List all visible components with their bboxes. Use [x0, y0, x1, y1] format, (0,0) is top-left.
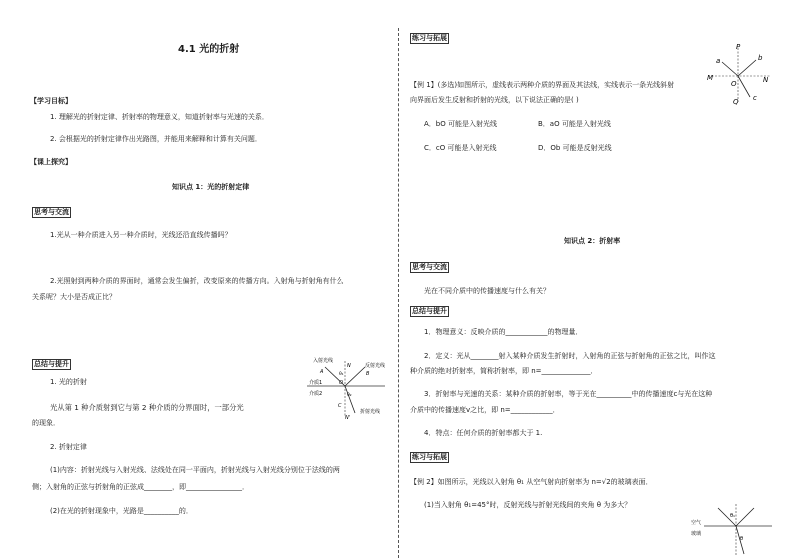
s1-text-line1: 光从第 1 种介质射到它与第 2 种介质的分界面时，一部分光	[50, 403, 244, 412]
rate-item-2-line2: 种介质的绝对折射率，简称折射率，即 n=______________．	[410, 367, 598, 375]
diagram-reflected-label: 反射光线	[365, 363, 386, 369]
example2-figure	[690, 500, 774, 558]
question-3: 光在不同介质中的传播速度与什么有关？	[424, 287, 550, 295]
goal-2: 2. 会根据光的折射定律作出光路图，并能用来解释和计算有关问题．	[50, 135, 262, 143]
fig2-theta: θ	[740, 536, 744, 542]
fig1-m: M	[707, 74, 714, 82]
fig2-theta1: θ₁	[730, 513, 736, 519]
option-b: B．aO 可能是入射光线	[538, 120, 611, 128]
fig1-a: a	[716, 57, 721, 65]
fig2-glass-label: 玻璃	[691, 531, 702, 537]
rate-item-3-line2: 介质中的传播速度v之比，即 n=____________．	[410, 406, 560, 414]
example2-question1: (1)当入射角 θ₁=45°时，反射光线与折射光线间的夹角 θ 为多大？	[424, 501, 632, 509]
example1-line1: 【例 1】(多选)如图所示，虚线表示两种介质的界面及其法线，实线表示一条光线斜射	[410, 81, 675, 89]
diagram-theta2: θ₂	[347, 393, 352, 398]
example1-figure	[706, 42, 774, 106]
question-2-line2: 关系呢？大小是否成正比？	[32, 293, 116, 301]
fig1-q: Q	[733, 98, 739, 106]
s2-line1: (1)内容：折射光线与入射光线、法线处在同一平面内，折射光线与入射光线分别位于法线的两	[50, 466, 340, 474]
summary1-label: 总结与提升	[34, 360, 69, 368]
fig1-n: N	[763, 76, 769, 84]
diagram-point-n-prime: N'	[345, 415, 351, 421]
rate-item-1: 1．物理意义：反映介质的____________的物理量．	[424, 328, 583, 336]
s2-heading: 2. 折射定律	[50, 443, 87, 451]
think2-label: 思考与交流	[412, 263, 447, 271]
question-2-line1: 2.光照射到两种介质的界面时，通常会发生偏折，改变原来的传播方向。入射角与折射角有什么	[50, 277, 344, 285]
goal-1: 1. 理解光的折射定律、折射率的物理意义，知道折射率与光速的关系．	[50, 113, 269, 121]
practice2-label: 练习与拓展	[412, 453, 447, 461]
diagram-point-b: B	[366, 371, 370, 377]
fig1-o: O	[731, 80, 737, 88]
kp2-title: 知识点 2：折射率	[564, 237, 621, 245]
diagram-incident-label: 入射光线	[313, 358, 334, 364]
diagram-refracted-label: 折射光线	[360, 409, 381, 415]
column-divider	[398, 28, 399, 558]
rate-item-4: 4．特点：任何介质的折射率都大于 1.	[424, 429, 543, 437]
practice1-label: 练习与拓展	[412, 34, 447, 42]
fig1-c: c	[753, 94, 757, 102]
s1-text-line2: 的现象．	[32, 419, 60, 427]
s2-line2: 侧；入射角的正弦与折射角的正弦成________，即________________．	[32, 483, 249, 491]
s2-line3: (2)在光的折射现象中，光路是__________的．	[50, 507, 193, 515]
refraction-diagram	[305, 355, 390, 421]
rate-item-2-line1: 2．定义：光从________射入某种介质发生折射时，入射角的正弦与折射角的正弦之比，叫作这	[424, 352, 716, 360]
diagram-point-o: O	[339, 380, 343, 386]
diagram-medium2-label: 介质2	[309, 391, 323, 397]
rate-item-3-line1: 3．折射率与光速的关系：某种介质的折射率，等于光在__________中的传播速度c与光在这种	[424, 390, 713, 398]
explore-heading: 【课上探究】	[30, 158, 72, 166]
option-d: D．Ob 可能是反射光线	[538, 144, 612, 152]
fig1-p: P	[736, 43, 741, 51]
diagram-medium1-label: 介质1	[309, 380, 323, 386]
think1-label: 思考与交流	[34, 208, 69, 216]
diagram-point-n: N	[347, 363, 351, 369]
question-1: 1.光从一种介质进入另一种介质时，光线还沿直线传播吗？	[50, 231, 232, 239]
goals-heading: 【学习目标】	[30, 97, 72, 105]
option-c: C．cO 可能是入射光线	[424, 144, 497, 152]
example1-line2: 向界面后发生反射和折射的光线，以下说法正确的是( )	[410, 96, 579, 104]
fig1-b: b	[758, 54, 763, 62]
kp1-title: 知识点 1：光的折射定律	[172, 183, 250, 191]
option-a: A．bO 可能是入射光线	[424, 120, 497, 128]
diagram-theta1: θ₁	[339, 372, 344, 377]
fig2-air-label: 空气	[691, 520, 702, 526]
diagram-point-a: A	[320, 369, 324, 375]
page-title: 4.1 光的折射	[178, 44, 240, 55]
example2: 【例 2】如图所示，光线以入射角 θ₁ 从空气射向折射率为 n=√2的玻璃表面．	[410, 478, 653, 486]
summary2-label: 总结与提升	[412, 307, 447, 315]
s1-heading: 1. 光的折射	[50, 378, 87, 386]
diagram-point-c: C	[338, 403, 342, 409]
